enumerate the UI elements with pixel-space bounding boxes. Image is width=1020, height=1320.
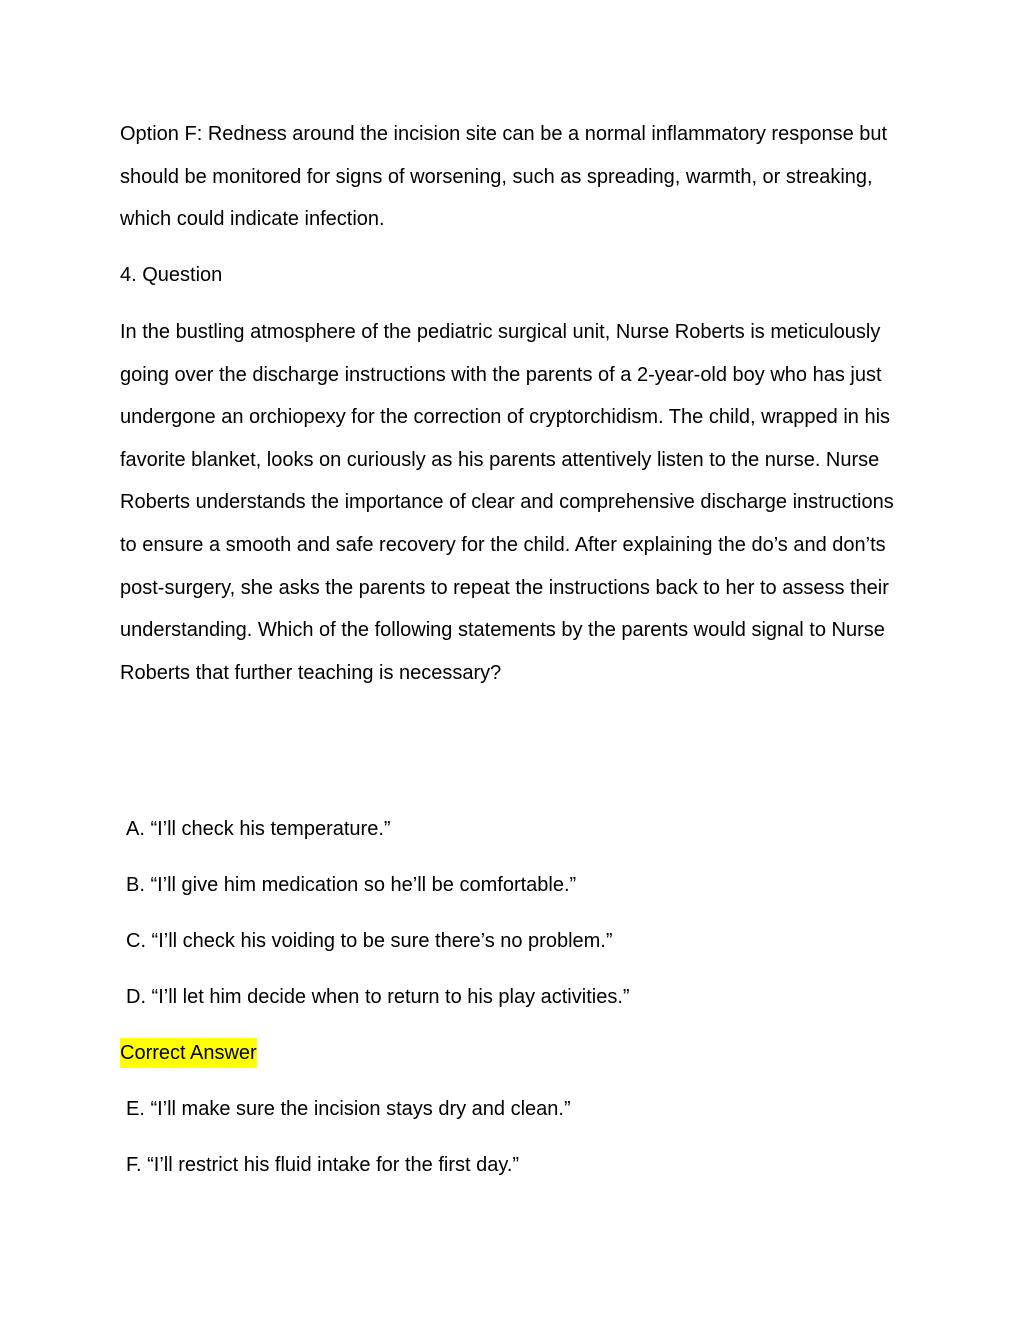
answer-option-d: D. “I’ll let him decide when to return to his play activities.” bbox=[126, 986, 630, 1008]
option-f-explanation: Option F: Redness around the incision site can be a normal inflammatory response but should be monitored for signs of worsening, such as spreading, warmth, or streaking, which could indicate infection. bbox=[120, 123, 888, 231]
answer-option-c: C. “I’ll check his voiding to be sure there’s no problem.” bbox=[126, 930, 613, 952]
question-number: 4. Question bbox=[120, 264, 223, 286]
answer-option-f: F. “I’ll restrict his fluid intake for the first day.” bbox=[126, 1154, 520, 1176]
correct-answer-highlight: Correct Answer bbox=[120, 1038, 257, 1068]
answer-option-e: E. “I’ll make sure the incision stays dry and clean.” bbox=[126, 1098, 571, 1120]
answer-option-b: B. “I’ll give him medication so he’ll be comfortable.” bbox=[126, 874, 577, 896]
answer-option-a: A. “I’ll check his temperature.” bbox=[126, 818, 391, 840]
question-stem: In the bustling atmosphere of the pediatric surgical unit, Nurse Roberts is meticulously going over the discharge instructions with the parents of a 2-year-old boy who has just undergone an orchiopexy for the correction of cryptorchidism. The child, wrapped in his favorite blanket, looks on curiously as his parents attentively listen to the nurse. Nurse Roberts understands the importance of clear and comprehensive discharge instructions to ensure a smooth and safe recovery for the child. After explaining the do’s and don’ts post-surgery, she asks the parents to repeat the instructions back to her to assess their understanding. Which of the following statements by the parents would signal to Nurse Roberts that further teaching is necessary? bbox=[120, 321, 894, 684]
